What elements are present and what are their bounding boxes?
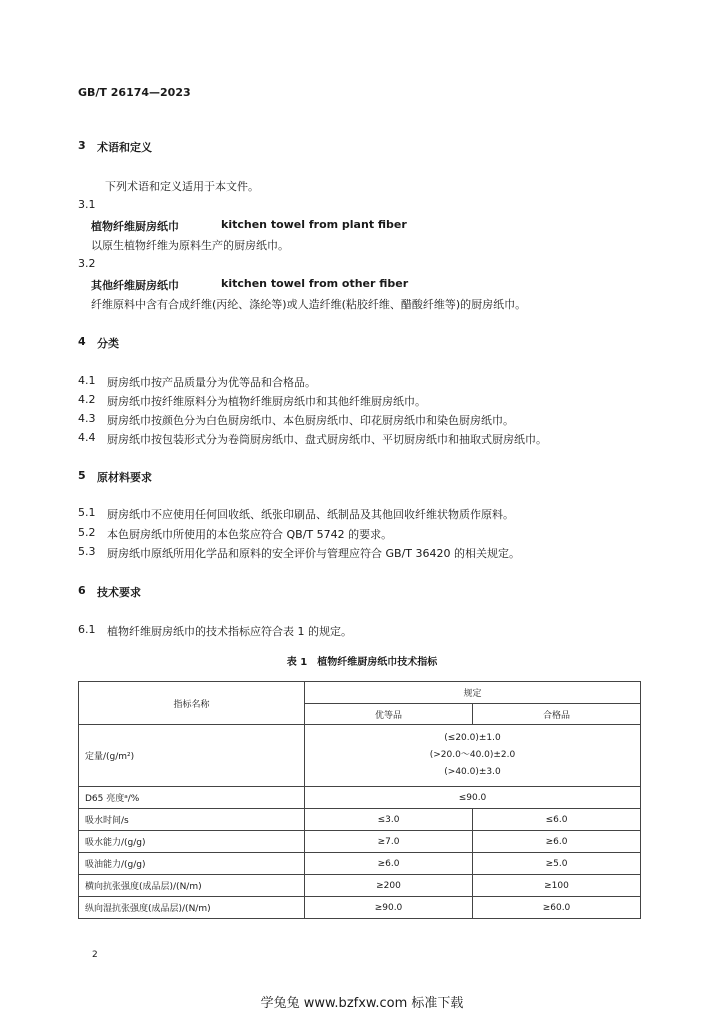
indicator-name: 纵向湿抗张强度(成品层)/(N/m): [79, 897, 305, 919]
indicator-name: 定量/(g/m²): [79, 725, 305, 787]
clause-text: 厨房纸巾不应使用任何回收纸、纸张印刷品、纸制品及其他回收纤维状物质作原料。: [107, 508, 514, 521]
table-row: [79, 897, 641, 919]
indicator-name: 吸油能力/(g/g): [79, 853, 305, 875]
section-5-number: 5: [78, 469, 86, 482]
basis-weight-line: (≤20.0)±1.0: [444, 733, 501, 743]
section-6-title: 技术要求: [97, 586, 141, 599]
term-3-1-definition: 以原生植物纤维为原料生产的厨房纸巾。: [91, 239, 289, 252]
table-row: [79, 787, 641, 809]
standard-id: GB/T 26174—2023: [78, 86, 191, 99]
term-3-1-number: 3.1: [78, 198, 96, 211]
clause-text: 厨房纸巾按包装形式分为卷筒厨房纸巾、盘式厨房纸巾、平切厨房纸巾和抽取式厨房纸巾。: [107, 433, 547, 446]
header-qualified: 合格品: [473, 704, 641, 725]
section-4-number: 4: [78, 335, 86, 348]
qualified-value: ≥100: [473, 875, 641, 897]
clause-text: 厨房纸巾按颜色分为白色厨房纸巾、本色厨房纸巾、印花厨房纸巾和染色厨房纸巾。: [107, 414, 514, 427]
term-3-2-cn: 其他纤维厨房纸巾: [91, 279, 179, 292]
term-3-1-en: kitchen towel from plant fiber: [221, 218, 407, 231]
clause-number: 5.1: [78, 506, 96, 519]
clause-number: 4.4: [78, 431, 96, 444]
qualified-value: ≥60.0: [473, 897, 641, 919]
section-3-intro: 下列术语和定义适用于本文件。: [105, 180, 259, 193]
table-row: [79, 875, 641, 897]
term-3-1-cn: 植物纤维厨房纸巾: [91, 220, 179, 233]
table-row: [79, 853, 641, 875]
header-premium: 优等品: [305, 704, 473, 725]
qualified-value: ≥6.0: [473, 831, 641, 853]
watermark-footer: 学兔兔 www.bzfxw.com 标准下载: [260, 996, 464, 1011]
clause-text: 植物纤维厨房纸巾的技术指标应符合表 1 的规定。: [107, 625, 352, 638]
premium-value: ≤3.0: [305, 809, 473, 831]
brightness-value: ≤90.0: [305, 787, 641, 809]
section-3-title: 术语和定义: [97, 141, 152, 154]
header-indicator: 指标名称: [79, 682, 305, 725]
premium-value: ≥90.0: [305, 897, 473, 919]
premium-value: ≥6.0: [305, 853, 473, 875]
clause-number: 4.2: [78, 393, 96, 406]
table-row: [79, 725, 641, 787]
term-3-2-number: 3.2: [78, 257, 96, 270]
indicator-name: 吸水能力/(g/g): [79, 831, 305, 853]
term-3-2-en: kitchen towel from other fiber: [221, 277, 409, 290]
section-5-title: 原材料要求: [97, 471, 152, 484]
basis-weight-line: (>40.0)±3.0: [444, 767, 501, 777]
table-caption: 表 1 植物纤维厨房纸巾技术指标: [286, 657, 438, 668]
clause-number: 5.2: [78, 526, 96, 539]
basis-weight-values: [305, 725, 641, 787]
clause-number: 5.3: [78, 545, 96, 558]
indicator-name: 吸水时间/s: [79, 809, 305, 831]
section-4-title: 分类: [97, 337, 119, 350]
table-row: [79, 809, 641, 831]
qualified-value: ≤6.0: [473, 809, 641, 831]
clause-number: 6.1: [78, 623, 96, 636]
table-row: [79, 831, 641, 853]
section-3-number: 3: [78, 139, 86, 152]
premium-value: ≥7.0: [305, 831, 473, 853]
clause-text: 厨房纸巾按纤维原料分为植物纤维厨房纸巾和其他纤维厨房纸巾。: [107, 395, 426, 408]
spec-table: [78, 681, 641, 919]
section-6-number: 6: [78, 584, 86, 597]
premium-value: ≥200: [305, 875, 473, 897]
clause-number: 4.1: [78, 374, 96, 387]
clause-text: 厨房纸巾按产品质量分为优等品和合格品。: [107, 376, 316, 389]
page-number: 2: [92, 950, 98, 960]
header-spec: 规定: [305, 682, 641, 704]
basis-weight-line: (>20.0～40.0)±2.0: [429, 750, 516, 760]
term-3-2-definition: 纤维原料中含有合成纤维(丙纶、涤纶等)或人造纤维(粘胶纤维、醋酸纤维等)的厨房纸巾。: [91, 298, 527, 311]
indicator-name: D65 亮度ᵃ/%: [79, 787, 305, 809]
clause-number: 4.3: [78, 412, 96, 425]
qualified-value: ≥5.0: [473, 853, 641, 875]
clause-text: 本色厨房纸巾所使用的本色浆应符合 QB/T 5742 的要求。: [107, 528, 393, 541]
indicator-name: 横向抗张强度(成品层)/(N/m): [79, 875, 305, 897]
clause-text: 厨房纸巾原纸所用化学品和原料的安全评价与管理应符合 GB/T 36420 的相关规定。: [107, 547, 520, 560]
